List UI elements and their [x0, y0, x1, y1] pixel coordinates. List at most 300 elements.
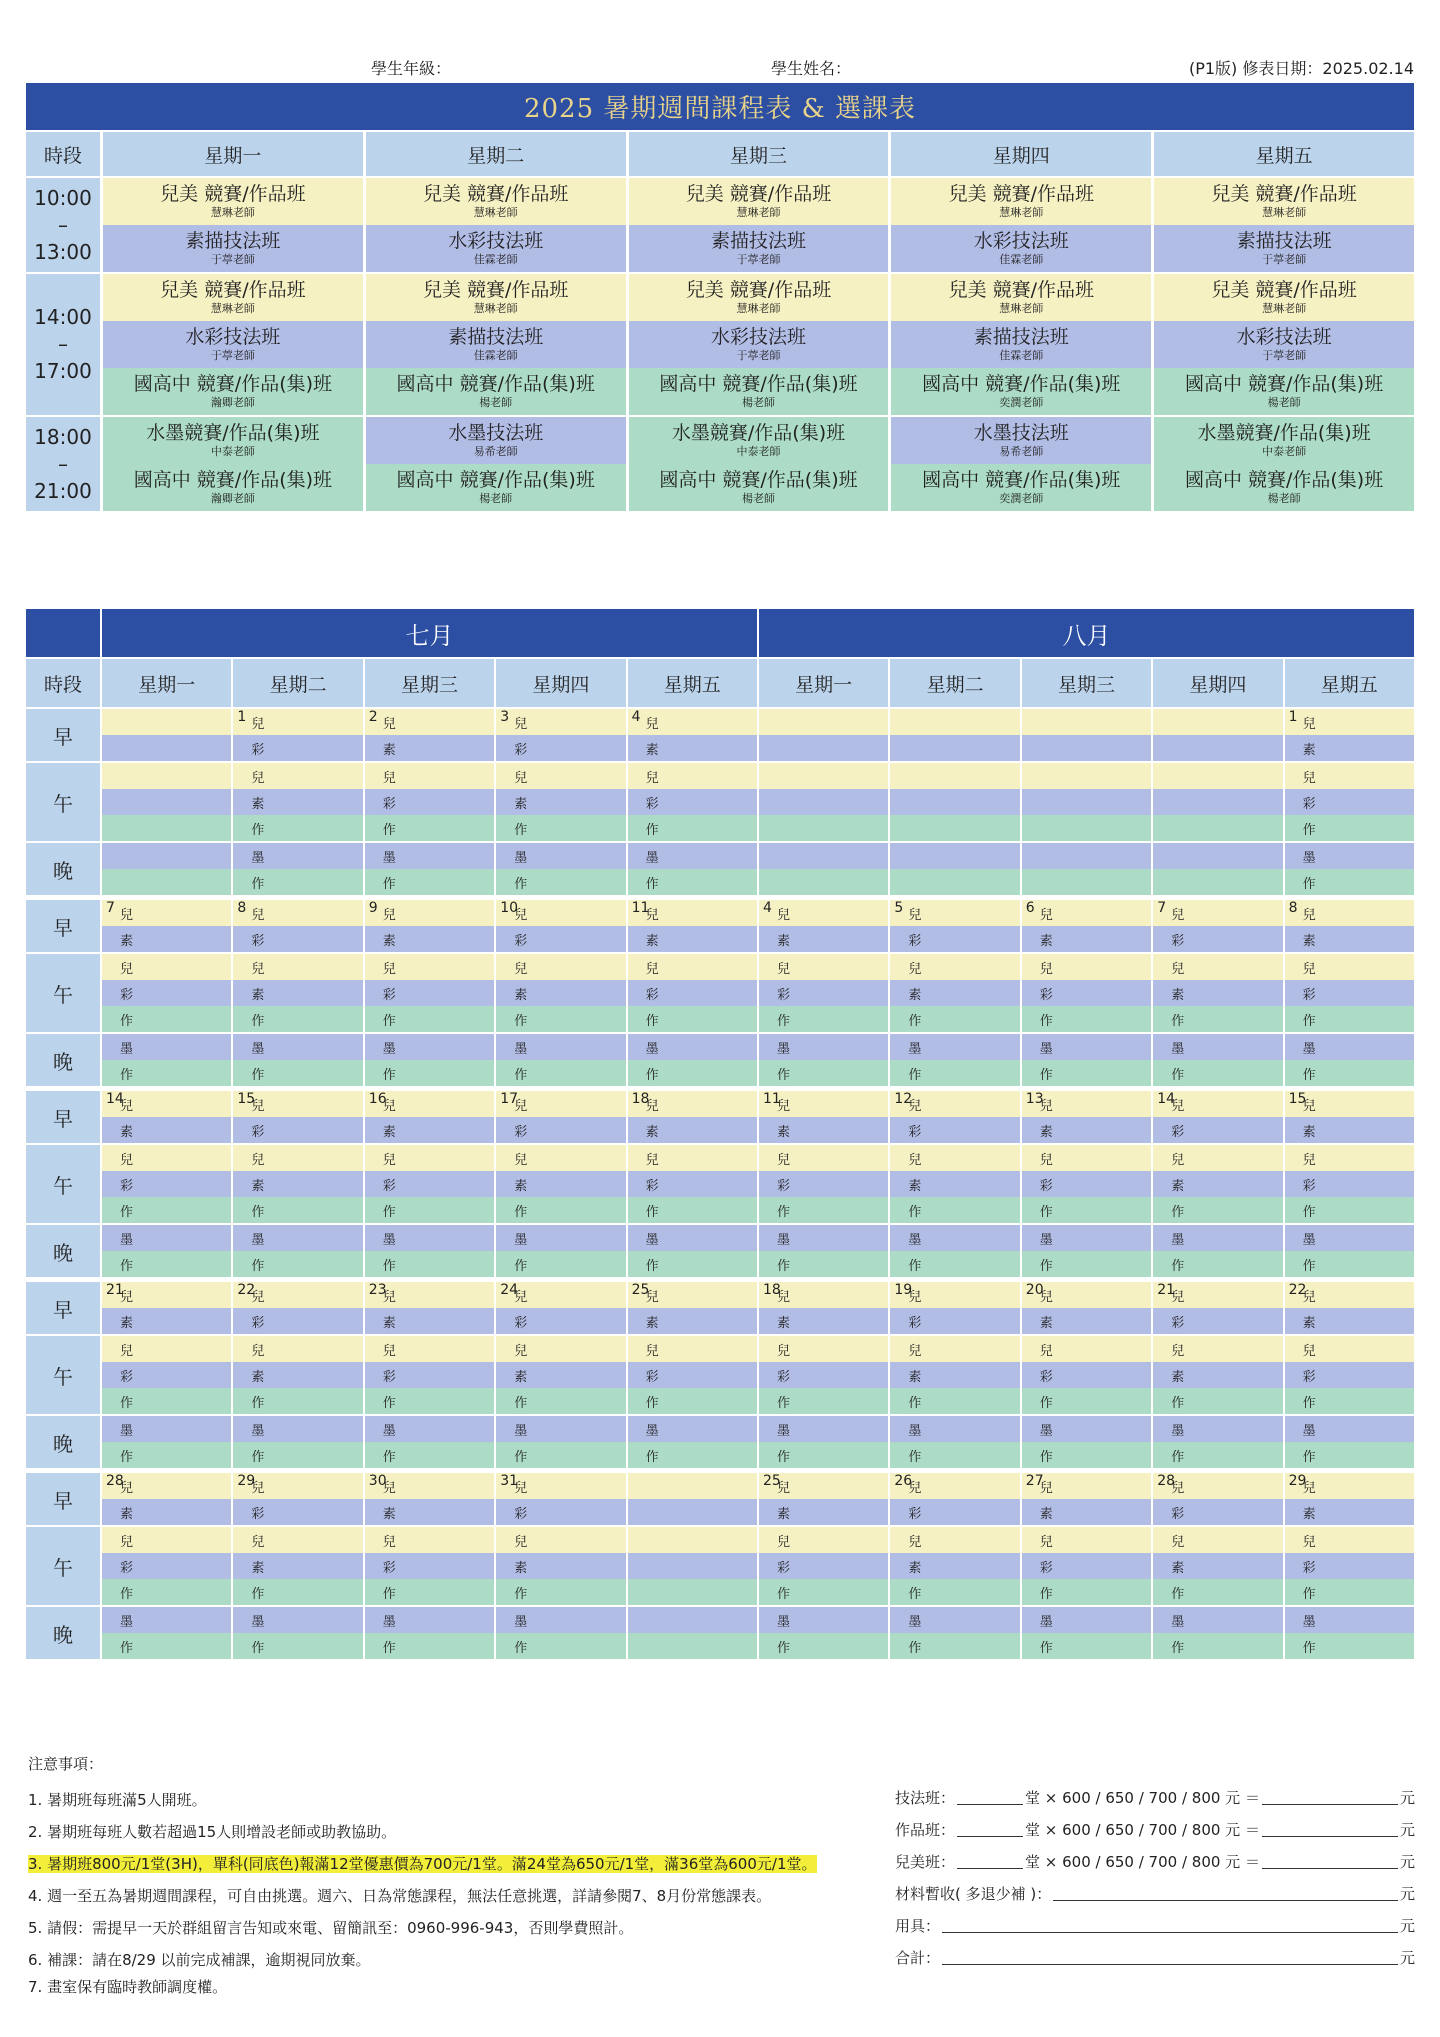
course-slot[interactable] [496, 1416, 625, 1442]
course-slot[interactable] [496, 1117, 625, 1143]
course-slot[interactable] [1153, 1251, 1282, 1277]
day-slot-cell[interactable] [1285, 1473, 1414, 1525]
course-slot[interactable] [759, 926, 888, 952]
course-slot[interactable] [365, 1197, 494, 1223]
course-slot[interactable] [1285, 1117, 1414, 1143]
course-slot[interactable] [1285, 735, 1414, 761]
course-block[interactable] [1154, 225, 1414, 272]
course-slot[interactable] [890, 900, 1019, 926]
course-slot[interactable] [1022, 1527, 1151, 1553]
day-slot-cell[interactable] [365, 709, 494, 761]
course-block[interactable] [103, 178, 363, 225]
course-slot[interactable] [102, 1308, 231, 1334]
course-slot[interactable] [759, 1251, 888, 1277]
course-slot[interactable] [1285, 843, 1414, 869]
day-slot-cell[interactable] [759, 1034, 888, 1086]
course-slot[interactable] [496, 1145, 625, 1171]
day-slot-cell[interactable] [496, 843, 625, 895]
course-slot[interactable] [1153, 1633, 1282, 1659]
course-slot[interactable] [233, 1060, 362, 1086]
day-slot-cell[interactable] [496, 1034, 625, 1086]
day-slot-cell[interactable] [759, 1336, 888, 1414]
course-slot[interactable] [233, 900, 362, 926]
course-slot[interactable] [233, 709, 362, 735]
course-slot[interactable] [365, 1579, 494, 1605]
course-block[interactable] [891, 225, 1151, 272]
course-block[interactable] [891, 464, 1151, 511]
course-slot[interactable] [890, 954, 1019, 980]
day-slot-cell[interactable] [890, 843, 1019, 895]
course-slot[interactable] [496, 1034, 625, 1060]
day-slot-cell[interactable] [1022, 900, 1151, 952]
course-slot[interactable] [759, 1060, 888, 1086]
course-slot[interactable] [365, 1527, 494, 1553]
course-slot[interactable] [628, 1251, 757, 1277]
day-slot-cell[interactable] [1153, 1336, 1282, 1414]
day-slot-cell[interactable] [628, 709, 757, 761]
course-slot[interactable] [496, 1197, 625, 1223]
course-slot[interactable] [102, 926, 231, 952]
course-slot[interactable] [233, 1145, 362, 1171]
course-slot[interactable] [102, 980, 231, 1006]
course-slot[interactable] [365, 1607, 494, 1633]
day-slot-cell[interactable] [890, 1416, 1019, 1468]
course-slot[interactable] [628, 980, 757, 1006]
day-slot-cell[interactable] [759, 763, 888, 841]
course-slot[interactable] [496, 1006, 625, 1032]
course-slot[interactable] [496, 1225, 625, 1251]
course-slot[interactable] [233, 1442, 362, 1468]
course-slot[interactable] [759, 1553, 888, 1579]
course-slot[interactable] [496, 843, 625, 869]
course-slot[interactable] [1285, 1388, 1414, 1414]
day-slot-cell[interactable] [1153, 763, 1282, 841]
day-slot-cell[interactable] [1022, 1034, 1151, 1086]
course-slot[interactable] [1285, 954, 1414, 980]
course-slot[interactable] [102, 1633, 231, 1659]
course-slot[interactable] [365, 869, 494, 895]
course-slot[interactable] [1153, 1388, 1282, 1414]
course-slot[interactable] [628, 789, 757, 815]
day-slot-cell[interactable] [759, 1282, 888, 1334]
day-slot-cell[interactable] [365, 1145, 494, 1223]
course-slot[interactable] [496, 1499, 625, 1525]
day-slot-cell[interactable] [102, 763, 231, 841]
course-slot[interactable] [365, 1060, 494, 1086]
course-slot[interactable] [1153, 1553, 1282, 1579]
course-slot[interactable] [1022, 1633, 1151, 1659]
day-slot-cell[interactable] [759, 1091, 888, 1143]
course-slot[interactable] [1153, 1442, 1282, 1468]
course-slot[interactable] [233, 980, 362, 1006]
course-slot[interactable] [628, 1197, 757, 1223]
course-slot[interactable] [1022, 1006, 1151, 1032]
day-slot-cell[interactable] [890, 954, 1019, 1032]
course-slot[interactable] [1153, 1336, 1282, 1362]
course-slot[interactable] [233, 1633, 362, 1659]
day-slot-cell[interactable] [1153, 1282, 1282, 1334]
course-slot[interactable] [890, 1442, 1019, 1468]
day-slot-cell[interactable] [365, 900, 494, 952]
course-slot[interactable] [496, 1527, 625, 1553]
course-slot[interactable] [759, 980, 888, 1006]
course-slot[interactable] [496, 1060, 625, 1086]
day-slot-cell[interactable] [1022, 1473, 1151, 1525]
course-slot[interactable] [365, 1499, 494, 1525]
course-block[interactable] [1154, 464, 1414, 511]
course-slot[interactable] [890, 1388, 1019, 1414]
course-block[interactable] [629, 417, 889, 464]
course-slot[interactable] [759, 1145, 888, 1171]
course-slot[interactable] [628, 1006, 757, 1032]
day-slot-cell[interactable] [1285, 1416, 1414, 1468]
day-slot-cell[interactable] [1285, 1225, 1414, 1277]
course-slot[interactable] [102, 1197, 231, 1223]
course-slot[interactable] [1153, 1145, 1282, 1171]
day-slot-cell[interactable] [1285, 954, 1414, 1032]
day-slot-cell[interactable] [365, 1282, 494, 1334]
course-slot[interactable] [365, 709, 494, 735]
day-slot-cell[interactable] [759, 900, 888, 952]
course-block[interactable] [1154, 178, 1414, 225]
day-slot-cell[interactable] [102, 1336, 231, 1414]
course-slot[interactable] [1022, 1579, 1151, 1605]
supplies-field[interactable] [942, 1917, 1398, 1933]
course-slot[interactable] [233, 1553, 362, 1579]
course-slot[interactable] [628, 1362, 757, 1388]
day-slot-cell[interactable] [1285, 763, 1414, 841]
course-slot[interactable] [1022, 1251, 1151, 1277]
day-slot-cell[interactable] [496, 1527, 625, 1605]
course-slot[interactable] [1285, 980, 1414, 1006]
course-slot[interactable] [102, 1251, 231, 1277]
course-block[interactable] [103, 417, 363, 464]
course-slot[interactable] [1285, 1171, 1414, 1197]
course-slot[interactable] [890, 926, 1019, 952]
course-slot[interactable] [628, 763, 757, 789]
day-slot-cell[interactable] [102, 1473, 231, 1525]
course-slot[interactable] [496, 789, 625, 815]
course-slot[interactable] [628, 843, 757, 869]
course-slot[interactable] [1022, 1034, 1151, 1060]
course-slot[interactable] [1153, 1362, 1282, 1388]
course-slot[interactable] [1285, 900, 1414, 926]
day-slot-cell[interactable] [628, 900, 757, 952]
course-slot[interactable] [628, 1060, 757, 1086]
day-slot-cell[interactable] [233, 900, 362, 952]
day-slot-cell[interactable] [1285, 1607, 1414, 1659]
day-slot-cell[interactable] [102, 900, 231, 952]
session-count-field[interactable] [957, 1853, 1023, 1869]
course-slot[interactable] [1153, 954, 1282, 980]
course-slot[interactable] [1285, 1060, 1414, 1086]
course-slot[interactable] [102, 1442, 231, 1468]
course-slot[interactable] [365, 1034, 494, 1060]
day-slot-cell[interactable] [102, 954, 231, 1032]
course-slot[interactable] [1153, 1171, 1282, 1197]
day-slot-cell[interactable] [233, 954, 362, 1032]
course-slot[interactable] [1022, 980, 1151, 1006]
course-slot[interactable] [233, 954, 362, 980]
course-slot[interactable] [1285, 1579, 1414, 1605]
course-slot[interactable] [890, 1225, 1019, 1251]
day-slot-cell[interactable] [496, 1282, 625, 1334]
course-slot[interactable] [1285, 1251, 1414, 1277]
course-slot[interactable] [1022, 1553, 1151, 1579]
course-slot[interactable] [1022, 1362, 1151, 1388]
day-slot-cell[interactable] [233, 709, 362, 761]
course-slot[interactable] [496, 1171, 625, 1197]
day-slot-cell[interactable] [1153, 1091, 1282, 1143]
day-slot-cell[interactable] [102, 1527, 231, 1605]
course-slot[interactable] [628, 1308, 757, 1334]
course-slot[interactable] [102, 1145, 231, 1171]
course-block[interactable] [629, 274, 889, 321]
course-slot[interactable] [365, 1388, 494, 1414]
course-block[interactable] [1154, 321, 1414, 368]
day-slot-cell[interactable] [628, 954, 757, 1032]
course-slot[interactable] [233, 843, 362, 869]
course-slot[interactable] [890, 1060, 1019, 1086]
course-slot[interactable] [233, 926, 362, 952]
day-slot-cell[interactable] [496, 1336, 625, 1414]
course-slot[interactable] [628, 869, 757, 895]
course-slot[interactable] [890, 1416, 1019, 1442]
course-slot[interactable] [233, 1499, 362, 1525]
day-slot-cell[interactable] [496, 1145, 625, 1223]
course-slot[interactable] [1285, 1006, 1414, 1032]
amount-field[interactable] [1262, 1853, 1398, 1869]
course-slot[interactable] [233, 869, 362, 895]
day-slot-cell[interactable] [759, 954, 888, 1032]
day-slot-cell[interactable] [628, 1607, 757, 1659]
course-slot[interactable] [365, 1416, 494, 1442]
course-slot[interactable] [233, 1251, 362, 1277]
course-slot[interactable] [233, 1034, 362, 1060]
session-count-field[interactable] [957, 1789, 1023, 1805]
course-slot[interactable] [102, 1607, 231, 1633]
course-slot[interactable] [233, 1579, 362, 1605]
course-slot[interactable] [628, 735, 757, 761]
material-field[interactable] [1053, 1885, 1398, 1901]
course-slot[interactable] [102, 1117, 231, 1143]
day-slot-cell[interactable] [1153, 843, 1282, 895]
day-slot-cell[interactable] [1022, 1282, 1151, 1334]
day-slot-cell[interactable] [496, 1607, 625, 1659]
course-slot[interactable] [102, 954, 231, 980]
course-slot[interactable] [365, 900, 494, 926]
course-block[interactable] [891, 178, 1151, 225]
day-slot-cell[interactable] [1153, 900, 1282, 952]
day-slot-cell[interactable] [496, 1416, 625, 1468]
course-slot[interactable] [1022, 1607, 1151, 1633]
course-slot[interactable] [102, 1416, 231, 1442]
day-slot-cell[interactable] [365, 1416, 494, 1468]
course-slot[interactable] [233, 1117, 362, 1143]
course-slot[interactable] [1022, 1336, 1151, 1362]
course-slot[interactable] [1285, 1442, 1414, 1468]
course-slot[interactable] [628, 1171, 757, 1197]
course-slot[interactable] [1153, 1117, 1282, 1143]
course-slot[interactable] [1153, 1006, 1282, 1032]
day-slot-cell[interactable] [628, 1527, 757, 1605]
course-slot[interactable] [1153, 1225, 1282, 1251]
course-slot[interactable] [365, 1336, 494, 1362]
day-slot-cell[interactable] [233, 1225, 362, 1277]
course-slot[interactable] [233, 1607, 362, 1633]
course-slot[interactable] [628, 1034, 757, 1060]
course-slot[interactable] [1285, 709, 1414, 735]
day-slot-cell[interactable] [890, 763, 1019, 841]
course-slot[interactable] [102, 1060, 231, 1086]
course-slot[interactable] [759, 1006, 888, 1032]
course-slot[interactable] [628, 926, 757, 952]
course-slot[interactable] [496, 1442, 625, 1468]
course-slot[interactable] [1153, 1034, 1282, 1060]
course-slot[interactable] [1285, 1336, 1414, 1362]
day-slot-cell[interactable] [759, 1473, 888, 1525]
course-slot[interactable] [1285, 1034, 1414, 1060]
day-slot-cell[interactable] [496, 763, 625, 841]
course-slot[interactable] [890, 1034, 1019, 1060]
day-slot-cell[interactable] [890, 1225, 1019, 1277]
course-slot[interactable] [1285, 1499, 1414, 1525]
day-slot-cell[interactable] [365, 1091, 494, 1143]
course-block[interactable] [366, 321, 626, 368]
course-slot[interactable] [1153, 980, 1282, 1006]
course-slot[interactable] [759, 900, 888, 926]
course-slot[interactable] [496, 815, 625, 841]
day-slot-cell[interactable] [102, 1225, 231, 1277]
course-slot[interactable] [1153, 1060, 1282, 1086]
course-block[interactable] [891, 417, 1151, 464]
day-slot-cell[interactable] [1022, 1091, 1151, 1143]
course-slot[interactable] [890, 1579, 1019, 1605]
course-slot[interactable] [496, 709, 625, 735]
course-slot[interactable] [1285, 1527, 1414, 1553]
course-slot[interactable] [365, 789, 494, 815]
day-slot-cell[interactable] [628, 1336, 757, 1414]
day-slot-cell[interactable] [628, 1282, 757, 1334]
course-slot[interactable] [496, 763, 625, 789]
course-slot[interactable] [759, 1442, 888, 1468]
course-block[interactable] [366, 417, 626, 464]
day-slot-cell[interactable] [1285, 843, 1414, 895]
course-slot[interactable] [496, 954, 625, 980]
course-block[interactable] [103, 225, 363, 272]
day-slot-cell[interactable] [496, 1225, 625, 1277]
course-slot[interactable] [496, 735, 625, 761]
course-slot[interactable] [365, 1225, 494, 1251]
course-block[interactable] [366, 225, 626, 272]
course-slot[interactable] [1285, 789, 1414, 815]
session-count-field[interactable] [957, 1821, 1023, 1837]
course-slot[interactable] [628, 815, 757, 841]
amount-field[interactable] [1262, 1789, 1398, 1805]
course-slot[interactable] [890, 1607, 1019, 1633]
day-slot-cell[interactable] [1022, 1607, 1151, 1659]
course-slot[interactable] [233, 1336, 362, 1362]
day-slot-cell[interactable] [890, 900, 1019, 952]
course-block[interactable] [103, 368, 363, 415]
course-slot[interactable] [1285, 1145, 1414, 1171]
course-slot[interactable] [628, 1388, 757, 1414]
day-slot-cell[interactable] [102, 1607, 231, 1659]
day-slot-cell[interactable] [102, 1145, 231, 1223]
course-slot[interactable] [1285, 1607, 1414, 1633]
course-block[interactable] [103, 321, 363, 368]
course-slot[interactable] [1285, 1633, 1414, 1659]
course-slot[interactable] [102, 1006, 231, 1032]
course-slot[interactable] [233, 1308, 362, 1334]
course-slot[interactable] [233, 1388, 362, 1414]
course-slot[interactable] [1022, 1442, 1151, 1468]
course-slot[interactable] [496, 1362, 625, 1388]
day-slot-cell[interactable] [233, 1527, 362, 1605]
course-slot[interactable] [628, 1225, 757, 1251]
day-slot-cell[interactable] [628, 843, 757, 895]
course-slot[interactable] [365, 980, 494, 1006]
course-slot[interactable] [890, 980, 1019, 1006]
course-slot[interactable] [1153, 1416, 1282, 1442]
course-slot[interactable] [759, 1117, 888, 1143]
course-slot[interactable] [1153, 1579, 1282, 1605]
day-slot-cell[interactable] [759, 1225, 888, 1277]
day-slot-cell[interactable] [365, 1336, 494, 1414]
day-slot-cell[interactable] [102, 1416, 231, 1468]
day-slot-cell[interactable] [233, 843, 362, 895]
course-block[interactable] [629, 368, 889, 415]
course-slot[interactable] [233, 1006, 362, 1032]
course-slot[interactable] [759, 1633, 888, 1659]
course-slot[interactable] [102, 1527, 231, 1553]
day-slot-cell[interactable] [759, 709, 888, 761]
course-slot[interactable] [759, 1499, 888, 1525]
day-slot-cell[interactable] [1022, 843, 1151, 895]
course-slot[interactable] [233, 1362, 362, 1388]
course-block[interactable] [891, 368, 1151, 415]
course-slot[interactable] [1022, 1308, 1151, 1334]
day-slot-cell[interactable] [233, 1336, 362, 1414]
day-slot-cell[interactable] [890, 1607, 1019, 1659]
course-block[interactable] [1154, 368, 1414, 415]
day-slot-cell[interactable] [365, 1527, 494, 1605]
course-slot[interactable] [365, 843, 494, 869]
course-slot[interactable] [365, 1633, 494, 1659]
course-block[interactable] [1154, 274, 1414, 321]
course-slot[interactable] [496, 1308, 625, 1334]
day-slot-cell[interactable] [496, 1473, 625, 1525]
day-slot-cell[interactable] [759, 1145, 888, 1223]
day-slot-cell[interactable] [233, 1473, 362, 1525]
day-slot-cell[interactable] [890, 1282, 1019, 1334]
course-slot[interactable] [496, 1336, 625, 1362]
day-slot-cell[interactable] [365, 954, 494, 1032]
day-slot-cell[interactable] [233, 1282, 362, 1334]
day-slot-cell[interactable] [1022, 1225, 1151, 1277]
course-slot[interactable] [1022, 1416, 1151, 1442]
course-slot[interactable] [233, 789, 362, 815]
course-slot[interactable] [496, 980, 625, 1006]
course-block[interactable] [366, 274, 626, 321]
course-slot[interactable] [1285, 1553, 1414, 1579]
course-slot[interactable] [365, 735, 494, 761]
day-slot-cell[interactable] [628, 1416, 757, 1468]
day-slot-cell[interactable] [1285, 1527, 1414, 1605]
day-slot-cell[interactable] [759, 1607, 888, 1659]
day-slot-cell[interactable] [759, 843, 888, 895]
course-slot[interactable] [365, 1362, 494, 1388]
